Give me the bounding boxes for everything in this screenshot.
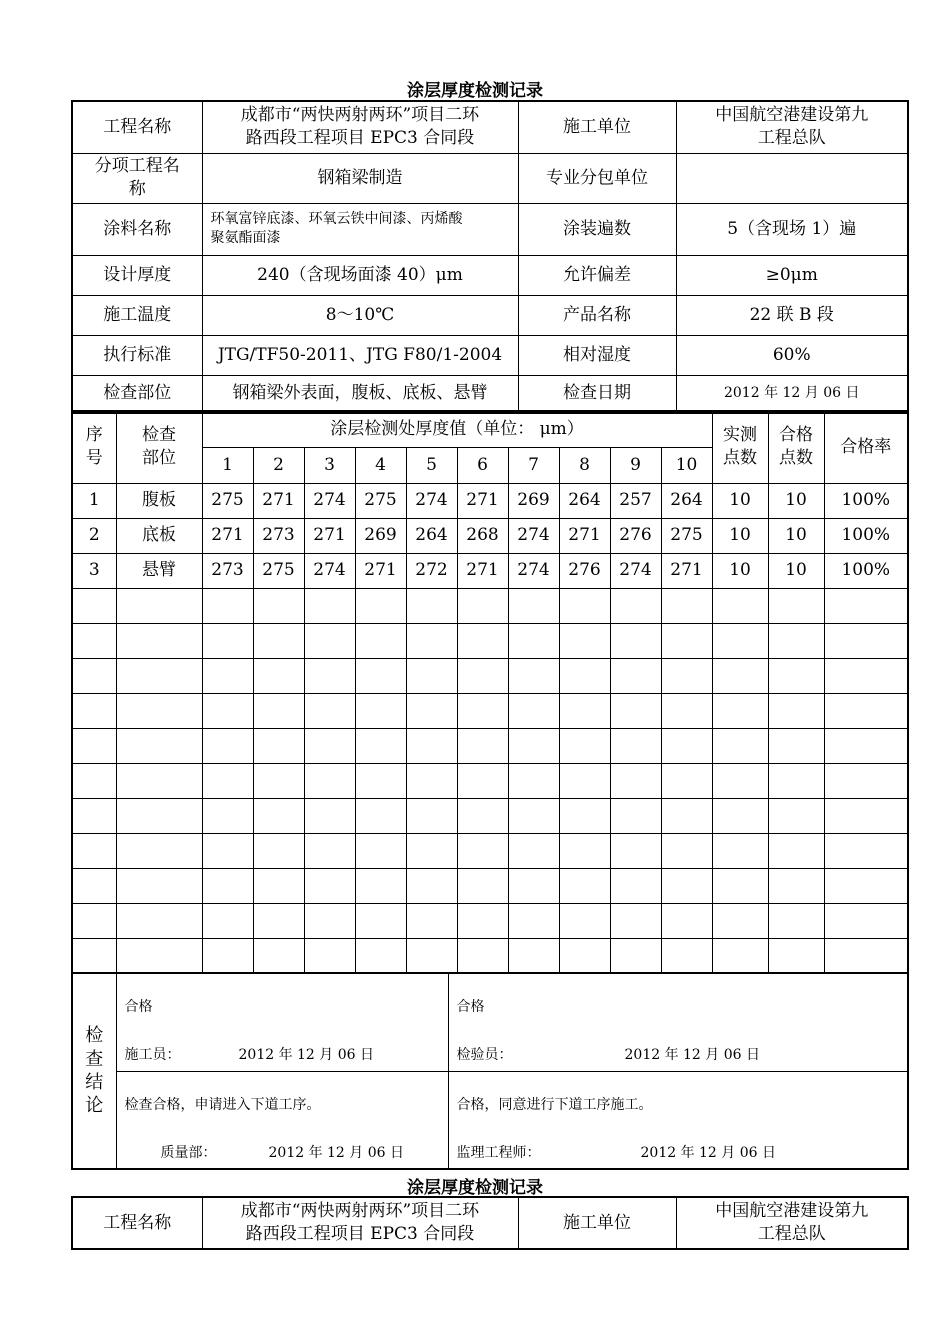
- thickness-cell: 274: [508, 553, 559, 588]
- empty-row: [72, 903, 908, 938]
- empty-cell: [355, 903, 406, 938]
- empty-cell: [304, 938, 355, 973]
- empty-cell: [202, 763, 253, 798]
- empty-cell: [253, 693, 304, 728]
- thickness-col-header: 1: [202, 447, 253, 483]
- empty-cell: [253, 588, 304, 623]
- empty-cell: [457, 868, 508, 903]
- empty-cell: [406, 833, 457, 868]
- standard-value: JTG/TF50-2011、JTG F80/1-2004: [202, 335, 518, 375]
- measured-cell: 10: [712, 483, 768, 518]
- date-label: 检查日期: [518, 375, 676, 413]
- coating-label: 涂料名称: [72, 203, 202, 255]
- empty-cell: [457, 623, 508, 658]
- empty-cell: [202, 938, 253, 973]
- empty-cell: [304, 868, 355, 903]
- empty-cell: [661, 588, 712, 623]
- empty-cell: [304, 588, 355, 623]
- empty-cell: [202, 623, 253, 658]
- empty-row: [72, 693, 908, 728]
- empty-cell: [406, 623, 457, 658]
- empty-cell: [508, 938, 559, 973]
- contractor-label: 施工单位: [518, 101, 676, 153]
- empty-cell: [610, 798, 661, 833]
- empty-cell: [406, 588, 457, 623]
- thickness-cell: 275: [253, 553, 304, 588]
- thickness-cell: 274: [508, 518, 559, 553]
- empty-cell: [768, 623, 824, 658]
- empty-cell: [661, 763, 712, 798]
- empty-cell: [72, 623, 116, 658]
- thickness-cell: 264: [559, 483, 610, 518]
- thickness-cell: 268: [457, 518, 508, 553]
- part-cell: 腹板: [116, 483, 202, 518]
- empty-cell: [712, 798, 768, 833]
- empty-cell: [304, 623, 355, 658]
- empty-cell: [406, 658, 457, 693]
- empty-cell: [72, 588, 116, 623]
- subcontractor-value: [676, 153, 908, 203]
- empty-cell: [457, 903, 508, 938]
- empty-cell: [116, 763, 202, 798]
- thickness-cell: 271: [253, 483, 304, 518]
- empty-cell: [824, 868, 908, 903]
- thickness-col-header: 8: [559, 447, 610, 483]
- table-row: [72, 553, 908, 588]
- coating-value: 环氧富锌底漆、环氧云铁中间漆、丙烯酸 聚氨酯面漆: [202, 203, 518, 255]
- empty-cell: [712, 658, 768, 693]
- thickness-cell: 269: [355, 518, 406, 553]
- empty-cell: [661, 868, 712, 903]
- empty-cell: [559, 693, 610, 728]
- empty-cell: [116, 868, 202, 903]
- thickness-cell: 273: [253, 518, 304, 553]
- repeat-info-table: [71, 1196, 909, 1250]
- empty-cell: [559, 763, 610, 798]
- quality-dept-conclusion: 检查合格，申请进入下道工序。 质量部： 2012 年 12 月 06 日: [116, 1071, 448, 1169]
- product-label: 产品名称: [518, 295, 676, 335]
- empty-cell: [355, 833, 406, 868]
- empty-cell: [457, 728, 508, 763]
- empty-cell: [304, 833, 355, 868]
- empty-cell: [768, 903, 824, 938]
- empty-cell: [712, 728, 768, 763]
- empty-cell: [355, 763, 406, 798]
- empty-cell: [712, 588, 768, 623]
- info-table: [71, 100, 909, 414]
- empty-cell: [406, 763, 457, 798]
- empty-cell: [661, 798, 712, 833]
- empty-cell: [355, 798, 406, 833]
- empty-cell: [116, 588, 202, 623]
- humidity-value: 60%: [676, 335, 908, 375]
- empty-row: [72, 763, 908, 798]
- empty-row: [72, 868, 908, 903]
- sub-project-label: 分项工程名 称: [72, 153, 202, 203]
- repeat-page-title: 涂层厚度检测记录: [407, 1178, 543, 1198]
- qualified-cell: 10: [768, 518, 824, 553]
- empty-cell: [768, 798, 824, 833]
- empty-row: [72, 798, 908, 833]
- thickness-cell: 276: [559, 553, 610, 588]
- location-label: 检查部位: [72, 375, 202, 413]
- thickness-col-header: 4: [355, 447, 406, 483]
- empty-cell: [202, 798, 253, 833]
- thickness-cell: 271: [355, 553, 406, 588]
- empty-cell: [72, 798, 116, 833]
- empty-cell: [355, 728, 406, 763]
- empty-cell: [355, 658, 406, 693]
- thickness-col-header: 6: [457, 447, 508, 483]
- passes-label: 涂装遍数: [518, 203, 676, 255]
- empty-cell: [406, 728, 457, 763]
- empty-cell: [253, 868, 304, 903]
- thickness-col-header: 3: [304, 447, 355, 483]
- measured-cell: 10: [712, 553, 768, 588]
- empty-cell: [304, 903, 355, 938]
- empty-cell: [253, 938, 304, 973]
- empty-cell: [406, 693, 457, 728]
- empty-cell: [824, 693, 908, 728]
- empty-cell: [661, 623, 712, 658]
- thickness-cell: 271: [202, 518, 253, 553]
- thickness-cell: 257: [610, 483, 661, 518]
- contractor-value: 中国航空港建设第九 工程总队: [676, 101, 908, 153]
- empty-cell: [72, 693, 116, 728]
- empty-cell: [116, 623, 202, 658]
- thickness-cell: 275: [355, 483, 406, 518]
- empty-cell: [116, 693, 202, 728]
- empty-cell: [712, 833, 768, 868]
- pass-rate-header: 合格率: [824, 411, 908, 483]
- repeat-project-name-label: 工程名称: [72, 1197, 202, 1249]
- empty-cell: [116, 833, 202, 868]
- thickness-cell: 264: [661, 483, 712, 518]
- empty-cell: [712, 903, 768, 938]
- rate-cell: 100%: [824, 518, 908, 553]
- empty-cell: [202, 728, 253, 763]
- thickness-cell: 273: [202, 553, 253, 588]
- empty-cell: [406, 868, 457, 903]
- empty-cell: [559, 903, 610, 938]
- thickness-cell: 275: [661, 518, 712, 553]
- empty-cell: [768, 728, 824, 763]
- design-thickness-label: 设计厚度: [72, 255, 202, 295]
- empty-cell: [824, 833, 908, 868]
- thickness-col-header: 2: [253, 447, 304, 483]
- empty-cell: [661, 903, 712, 938]
- empty-cell: [610, 938, 661, 973]
- empty-cell: [116, 658, 202, 693]
- empty-cell: [610, 903, 661, 938]
- seq-cell: 2: [72, 518, 116, 553]
- empty-cell: [508, 903, 559, 938]
- thickness-col-header: 9: [610, 447, 661, 483]
- empty-cell: [72, 868, 116, 903]
- empty-cell: [253, 763, 304, 798]
- empty-cell: [824, 623, 908, 658]
- empty-cell: [508, 763, 559, 798]
- thickness-cell: 276: [610, 518, 661, 553]
- measurement-table: [71, 410, 909, 974]
- empty-cell: [712, 693, 768, 728]
- empty-cell: [559, 833, 610, 868]
- empty-cell: [116, 798, 202, 833]
- empty-cell: [768, 763, 824, 798]
- empty-cell: [406, 938, 457, 973]
- empty-cell: [712, 868, 768, 903]
- thickness-cell: 272: [406, 553, 457, 588]
- empty-cell: [202, 588, 253, 623]
- table-row: [72, 483, 908, 518]
- qualified-cell: 10: [768, 483, 824, 518]
- empty-cell: [457, 693, 508, 728]
- seq-cell: 1: [72, 483, 116, 518]
- empty-cell: [253, 658, 304, 693]
- thickness-cell: 274: [304, 483, 355, 518]
- empty-cell: [253, 728, 304, 763]
- empty-cell: [116, 728, 202, 763]
- repeat-contractor-label: 施工单位: [518, 1197, 676, 1249]
- empty-cell: [253, 798, 304, 833]
- thickness-cell: 274: [406, 483, 457, 518]
- empty-cell: [253, 903, 304, 938]
- part-header: 检查 部位: [116, 411, 202, 483]
- passes-value: 5（含现场 1）遍: [676, 203, 908, 255]
- page-title: 涂层厚度检测记录: [407, 81, 543, 101]
- empty-cell: [610, 623, 661, 658]
- thickness-col-header: 7: [508, 447, 559, 483]
- empty-cell: [559, 588, 610, 623]
- empty-cell: [508, 693, 559, 728]
- project-name-label: 工程名称: [72, 101, 202, 153]
- thickness-cell: 264: [406, 518, 457, 553]
- contractor-conclusion: 合格 施工员： 2012 年 12 月 06 日: [116, 973, 448, 1071]
- empty-cell: [824, 763, 908, 798]
- empty-cell: [508, 588, 559, 623]
- qualified-points-header: 合格 点数: [768, 411, 824, 483]
- empty-cell: [661, 728, 712, 763]
- empty-cell: [559, 798, 610, 833]
- empty-row: [72, 833, 908, 868]
- empty-cell: [559, 728, 610, 763]
- empty-cell: [559, 938, 610, 973]
- empty-cell: [508, 868, 559, 903]
- empty-cell: [559, 658, 610, 693]
- product-value: 22 联 B 段: [676, 295, 908, 335]
- empty-cell: [559, 623, 610, 658]
- empty-cell: [72, 763, 116, 798]
- design-thickness-value: 240（含现场面漆 40）μm: [202, 255, 518, 295]
- empty-cell: [355, 693, 406, 728]
- empty-row: [72, 588, 908, 623]
- empty-cell: [824, 588, 908, 623]
- empty-cell: [457, 658, 508, 693]
- conclusion-label: 检 查 结 论: [72, 973, 116, 1169]
- thickness-col-header: 5: [406, 447, 457, 483]
- inspector-conclusion: 合格 检验员： 2012 年 12 月 06 日: [448, 973, 908, 1071]
- measured-cell: 10: [712, 518, 768, 553]
- seq-cell: 3: [72, 553, 116, 588]
- seq-header: 序 号: [72, 411, 116, 483]
- supervisor-conclusion: 合格，同意进行下道工序施工。 监理工程师： 2012 年 12 月 06 日: [448, 1071, 908, 1169]
- thickness-cell: 275: [202, 483, 253, 518]
- subcontractor-label: 专业分包单位: [518, 153, 676, 203]
- empty-cell: [202, 868, 253, 903]
- tolerance-label: 允许偏差: [518, 255, 676, 295]
- empty-cell: [508, 798, 559, 833]
- rate-cell: 100%: [824, 483, 908, 518]
- empty-cell: [304, 798, 355, 833]
- thickness-cell: 274: [610, 553, 661, 588]
- empty-cell: [355, 868, 406, 903]
- measured-points-header: 实测 点数: [712, 411, 768, 483]
- empty-cell: [355, 623, 406, 658]
- empty-cell: [661, 938, 712, 973]
- empty-cell: [824, 728, 908, 763]
- empty-cell: [72, 658, 116, 693]
- thickness-cell: 274: [304, 553, 355, 588]
- part-cell: 悬臂: [116, 553, 202, 588]
- empty-cell: [610, 833, 661, 868]
- empty-cell: [457, 588, 508, 623]
- empty-cell: [72, 903, 116, 938]
- empty-cell: [508, 833, 559, 868]
- empty-cell: [824, 903, 908, 938]
- project-name-value: 成都市“两快两射两环”项目二环 路西段工程项目 EPC3 合同段: [202, 101, 518, 153]
- empty-cell: [304, 658, 355, 693]
- empty-cell: [610, 763, 661, 798]
- repeat-project-name-value: 成都市“两快两射两环”项目二环 路西段工程项目 EPC3 合同段: [202, 1197, 518, 1249]
- standard-label: 执行标准: [72, 335, 202, 375]
- empty-cell: [610, 868, 661, 903]
- thickness-cell: 271: [661, 553, 712, 588]
- empty-cell: [457, 763, 508, 798]
- empty-cell: [712, 763, 768, 798]
- empty-cell: [508, 728, 559, 763]
- thickness-cell: 271: [559, 518, 610, 553]
- thickness-cell: 271: [304, 518, 355, 553]
- empty-cell: [406, 903, 457, 938]
- empty-cell: [253, 833, 304, 868]
- empty-cell: [202, 658, 253, 693]
- empty-cell: [508, 623, 559, 658]
- empty-cell: [661, 658, 712, 693]
- empty-cell: [457, 833, 508, 868]
- empty-cell: [304, 728, 355, 763]
- empty-cell: [202, 833, 253, 868]
- tolerance-value: ≥0μm: [676, 255, 908, 295]
- empty-cell: [610, 588, 661, 623]
- empty-cell: [661, 693, 712, 728]
- empty-cell: [768, 833, 824, 868]
- empty-cell: [116, 903, 202, 938]
- date-value: 2012 年 12 月 06 日: [676, 375, 908, 413]
- table-row: [72, 518, 908, 553]
- empty-cell: [72, 728, 116, 763]
- empty-cell: [457, 938, 508, 973]
- empty-cell: [768, 693, 824, 728]
- rate-cell: 100%: [824, 553, 908, 588]
- empty-cell: [712, 938, 768, 973]
- thickness-cell: 269: [508, 483, 559, 518]
- empty-cell: [355, 588, 406, 623]
- empty-cell: [712, 623, 768, 658]
- empty-row: [72, 728, 908, 763]
- empty-cell: [202, 903, 253, 938]
- empty-cell: [559, 868, 610, 903]
- empty-cell: [202, 693, 253, 728]
- empty-cell: [661, 833, 712, 868]
- temperature-value: 8～10℃: [202, 295, 518, 335]
- empty-cell: [406, 798, 457, 833]
- repeat-contractor-value: 中国航空港建设第九 工程总队: [676, 1197, 908, 1249]
- empty-cell: [253, 623, 304, 658]
- empty-cell: [610, 728, 661, 763]
- empty-cell: [768, 588, 824, 623]
- empty-cell: [72, 833, 116, 868]
- thickness-cell: 271: [457, 483, 508, 518]
- thickness-cell: 271: [457, 553, 508, 588]
- empty-cell: [824, 938, 908, 973]
- empty-cell: [824, 798, 908, 833]
- empty-cell: [457, 798, 508, 833]
- empty-cell: [508, 658, 559, 693]
- location-value: 钢箱梁外表面，腹板、底板、悬臂: [202, 375, 518, 413]
- empty-cell: [304, 693, 355, 728]
- empty-cell: [72, 938, 116, 973]
- sub-project-value: 钢箱梁制造: [202, 153, 518, 203]
- empty-cell: [768, 938, 824, 973]
- empty-row: [72, 658, 908, 693]
- conclusion-table: [71, 972, 909, 1170]
- temperature-label: 施工温度: [72, 295, 202, 335]
- thickness-col-header: 10: [661, 447, 712, 483]
- empty-cell: [768, 868, 824, 903]
- empty-cell: [304, 763, 355, 798]
- empty-cell: [355, 938, 406, 973]
- empty-cell: [610, 693, 661, 728]
- empty-row: [72, 623, 908, 658]
- empty-cell: [768, 658, 824, 693]
- empty-cell: [116, 938, 202, 973]
- qualified-cell: 10: [768, 553, 824, 588]
- empty-row: [72, 938, 908, 973]
- empty-cell: [824, 658, 908, 693]
- thickness-group-header: 涂层检测处厚度值（单位： μm）: [202, 411, 712, 447]
- humidity-label: 相对湿度: [518, 335, 676, 375]
- empty-cell: [610, 658, 661, 693]
- part-cell: 底板: [116, 518, 202, 553]
